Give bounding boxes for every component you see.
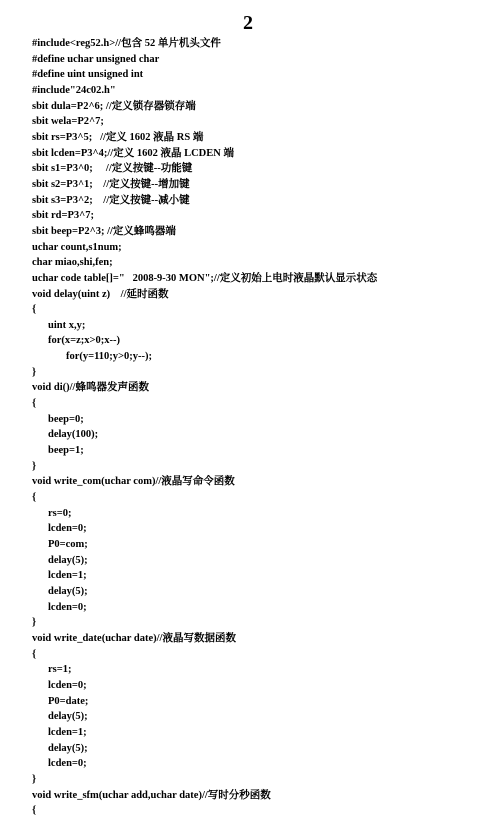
code-line: delay(5); — [48, 554, 88, 566]
code-line: sbit s1=P3^0; //定义按键--功能键 — [32, 163, 193, 175]
code-line: rs=1; — [48, 664, 72, 676]
code-line: uint x,y; — [48, 319, 86, 331]
code-line: delay(5); — [48, 742, 88, 754]
code-line: { — [32, 398, 37, 410]
code-line: void write_sfm(uchar add,uchar date)//写时分秒函数 — [32, 789, 271, 801]
code-line: sbit wela=P2^7; — [32, 116, 104, 128]
code-line: sbit rd=P3^7; — [32, 210, 94, 222]
code-line: rs=0; — [48, 507, 72, 519]
code-line: { — [32, 805, 37, 817]
code-line: uchar code table[]=" 2008-9-30 MON";//定义初始上电时液晶默认显示状态 — [32, 272, 378, 284]
code-line: void di()//蜂鸣器发声函数 — [32, 382, 149, 394]
code-line: { — [32, 492, 37, 504]
code-line: lcden=0; — [48, 758, 87, 770]
code-line: sbit beep=P2^3; //定义蜂鸣器端 — [32, 225, 176, 237]
code-line: P0=date; — [48, 695, 89, 707]
code-line: lcden=0; — [48, 679, 87, 691]
code-line: void delay(uint z) //延时函数 — [32, 288, 169, 300]
code-line: void write_date(uchar date)//液晶写数据函数 — [32, 632, 236, 644]
code-line: delay(5); — [48, 585, 88, 597]
code-line: } — [32, 617, 37, 629]
code-line: beep=0; — [48, 413, 84, 425]
code-line: for(y=110;y>0;y--); — [66, 351, 153, 363]
code-line: #include"24c02.h" — [32, 84, 116, 96]
code-line: char miao,shi,fen; — [32, 257, 113, 269]
code-line: #include<reg52.h>//包含 52 单片机头文件 — [32, 38, 221, 49]
code-line: delay(100); — [48, 429, 99, 441]
code-line: sbit s3=P3^2; //定义按键--减小键 — [32, 194, 190, 206]
code-line: delay(5); — [48, 711, 88, 723]
code-line: #define uchar unsigned char — [32, 53, 160, 65]
code-line: sbit dula=P2^6; //定义锁存器锁存端 — [32, 100, 196, 112]
code-line: beep=1; — [48, 445, 84, 457]
code-line: } — [32, 366, 37, 378]
code-line: sbit rs=P3^5; //定义 1602 液晶 RS 端 — [32, 131, 204, 143]
code-line: sbit lcden=P3^4;//定义 1602 液晶 LCDEN 端 — [32, 147, 234, 159]
code-line: } — [32, 773, 37, 785]
code-line: #define uint unsigned int — [32, 69, 144, 81]
code-line: { — [32, 648, 37, 660]
code-line: lcden=1; — [48, 726, 87, 738]
code-line: for(x=z;x>0;x--) — [48, 335, 121, 347]
code-line: sbit s2=P3^1; //定义按键--增加键 — [32, 178, 190, 190]
code-line: P0=com; — [48, 539, 88, 550]
code-line: lcden=0; — [48, 601, 87, 613]
code-listing — [32, 36, 476, 819]
code-line: uchar count,s1num; — [32, 241, 122, 253]
code-line: lcden=0; — [48, 523, 87, 535]
code-line: void write_com(uchar com)//液晶写命令函数 — [32, 476, 235, 488]
code-line: { — [32, 304, 37, 316]
page-number: 2 — [243, 12, 253, 34]
code-line: } — [32, 460, 37, 472]
code-line: lcden=1; — [48, 570, 87, 582]
